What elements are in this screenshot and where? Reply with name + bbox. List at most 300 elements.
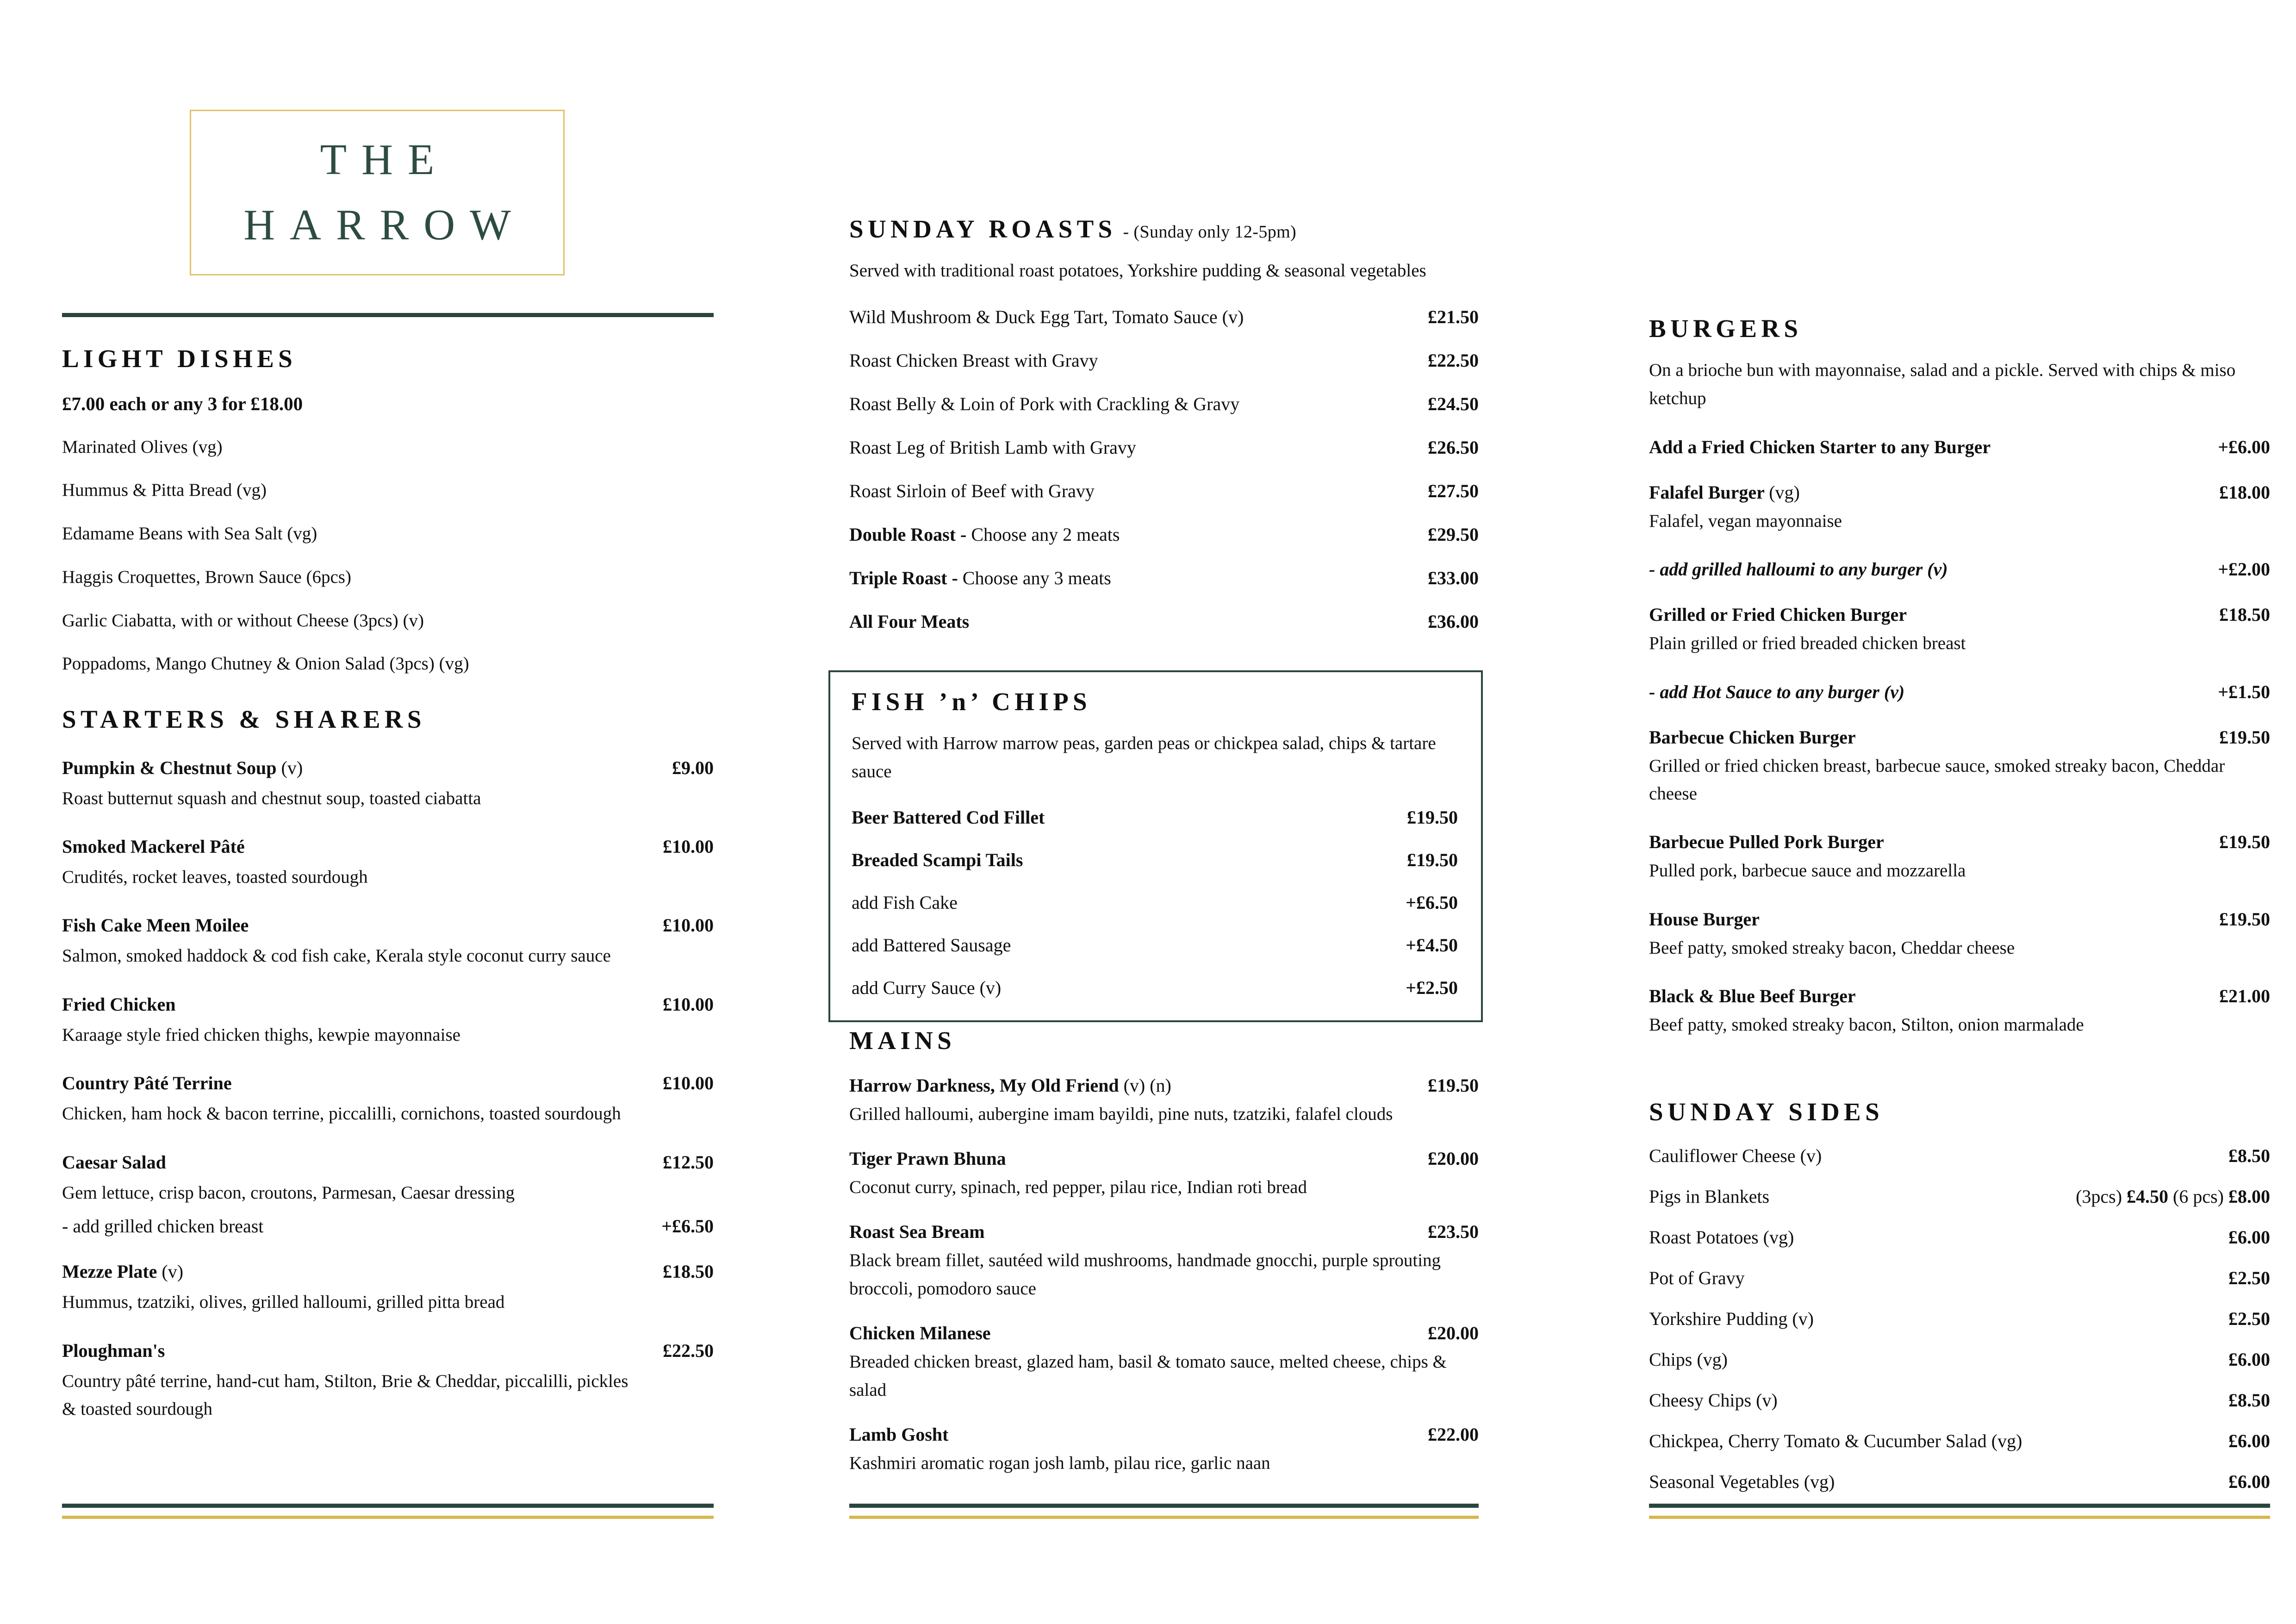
item-name xyxy=(62,653,469,675)
fish-n-chips-note: Served with Harrow marrow peas, garden peas or chickpea salad, chips & tartare sauce xyxy=(852,733,1436,782)
footer-divider-gold-middle xyxy=(849,1516,1479,1519)
item-name xyxy=(1649,831,1884,853)
text-fragment: £10.00 xyxy=(663,993,714,1015)
text-fragment: Caesar Salad xyxy=(62,1151,166,1173)
text-fragment: Roast Chicken Breast with Gravy xyxy=(849,350,1098,371)
item-price xyxy=(2076,1186,2270,1208)
item-price xyxy=(663,1151,714,1174)
footer-divider-gold-right xyxy=(1649,1516,2270,1519)
menu-item-row xyxy=(849,1221,1479,1243)
menu-item-row xyxy=(1649,726,2270,749)
text-fragment: Choose any 2 meats xyxy=(971,524,1120,545)
item-description: Kashmiri aromatic rogan josh lamb, pilau rice, garlic naan xyxy=(849,1453,1270,1474)
text-fragment: add Fish Cake xyxy=(852,892,958,913)
menu-item-row xyxy=(62,1340,714,1362)
item-description: Grilled or fried chicken breast, barbecue sauce, smoked streaky bacon, Cheddar cheese xyxy=(1649,756,2225,804)
text-fragment: Triple Roast - xyxy=(849,568,963,589)
starters-list xyxy=(62,757,714,1424)
section-light-dishes xyxy=(62,345,714,675)
item-name xyxy=(849,437,1136,459)
text-fragment: +£4.50 xyxy=(1406,934,1458,956)
menu-item-row xyxy=(62,914,714,937)
text-fragment: +£6.50 xyxy=(661,1216,714,1237)
sunday-roasts-hours: - (Sunday only 12-5pm) xyxy=(1123,222,1297,242)
item-price xyxy=(1407,806,1458,829)
item-description: Salmon, smoked haddock & cod fish cake, Kerala style coconut curry sauce xyxy=(62,946,611,966)
item-name xyxy=(1649,604,1907,626)
menu-item-row xyxy=(1649,985,2270,1007)
text-fragment: Choose any 3 meats xyxy=(962,568,1111,589)
item-name xyxy=(62,1261,183,1283)
item-price xyxy=(1406,892,1458,914)
text-fragment: Poppadoms, Mango Chutney & Onion Salad (3pcs) (vg) xyxy=(62,654,469,674)
item-price xyxy=(1407,849,1458,871)
text-fragment: Haggis Croquettes, Brown Sauce (6pcs) xyxy=(62,567,351,587)
text-fragment: Barbecue Chicken Burger xyxy=(1649,726,1856,748)
section-starters-sharers xyxy=(62,706,714,1423)
item-price xyxy=(1428,1148,1479,1170)
section-title-fish-n-chips: FISH ’n’ CHIPS xyxy=(852,687,1091,716)
text-fragment: £29.50 xyxy=(1428,524,1479,545)
text-fragment: £19.50 xyxy=(1407,806,1458,828)
section-title-sunday-roasts xyxy=(849,215,1479,244)
text-fragment: £20.00 xyxy=(1428,1323,1479,1344)
item-price xyxy=(2228,1226,2270,1249)
text-fragment: £21.00 xyxy=(2219,986,2270,1007)
footer-divider-green-right xyxy=(1649,1504,2270,1508)
text-fragment: House Burger xyxy=(1649,908,1760,930)
item-name xyxy=(849,524,1120,546)
text-fragment: Wild Mushroom & Duck Egg Tart, Tomato Sauce (v) xyxy=(849,306,1244,328)
menu-item-row xyxy=(849,1074,1479,1097)
text-fragment: £6.00 xyxy=(2228,1471,2270,1492)
section-title-sunday-sides: SUNDAY SIDES xyxy=(1649,1098,1884,1126)
text-fragment: Beer Battered Cod Fillet xyxy=(852,806,1045,828)
item-name xyxy=(849,1322,991,1344)
item-name xyxy=(1649,481,1800,504)
section-title-light-dishes: LIGHT DISHES xyxy=(62,344,297,373)
text-fragment: Harrow Darkness, My Old Friend xyxy=(849,1074,1124,1096)
item-price xyxy=(1428,567,1479,589)
item-name xyxy=(1649,1389,1778,1412)
text-fragment: - add grilled chicken breast xyxy=(62,1216,264,1237)
item-price xyxy=(663,836,714,858)
item-price xyxy=(2219,985,2270,1007)
text-fragment: £4.50 xyxy=(2127,1186,2169,1207)
item-price xyxy=(663,1340,714,1362)
section-fish-n-chips xyxy=(828,670,1483,1022)
menu-item-row xyxy=(852,977,1458,999)
menu-item-row xyxy=(1649,604,2270,626)
item-price xyxy=(2219,831,2270,853)
item-name xyxy=(1649,985,1856,1007)
text-fragment: £6.00 xyxy=(2228,1430,2270,1451)
item-name xyxy=(62,1215,263,1237)
item-name xyxy=(62,1340,165,1362)
item-price xyxy=(672,757,714,779)
menu-item-row xyxy=(62,993,714,1016)
text-fragment: Roast Sea Bream xyxy=(849,1221,985,1243)
menu-item-row xyxy=(62,757,714,779)
text-fragment: (vg) xyxy=(1769,481,1800,503)
mains-list xyxy=(849,1074,1479,1478)
text-fragment: £22.00 xyxy=(1428,1424,1479,1445)
text-fragment: £19.50 xyxy=(1407,849,1458,870)
item-price xyxy=(1428,1074,1479,1097)
text-fragment: £19.50 xyxy=(2219,726,2270,748)
item-price xyxy=(2218,558,2270,581)
item-price xyxy=(2228,1389,2270,1412)
item-price xyxy=(2228,1430,2270,1452)
text-fragment: - add Hot Sauce to any burger (v) xyxy=(1649,681,1905,702)
menu-item-row xyxy=(849,1424,1479,1446)
item-name xyxy=(852,977,1001,999)
item-name xyxy=(62,437,223,458)
menu-item-row xyxy=(849,437,1479,459)
item-name xyxy=(1649,908,1760,931)
item-price xyxy=(1428,611,1479,633)
text-fragment: £18.50 xyxy=(663,1261,714,1282)
text-fragment: £2.50 xyxy=(2228,1308,2270,1329)
menu-item-row xyxy=(849,524,1479,546)
item-name xyxy=(1649,436,1991,458)
item-price xyxy=(1428,437,1479,459)
text-fragment: £6.00 xyxy=(2228,1226,2270,1248)
menu-item-row xyxy=(62,1151,714,1174)
text-fragment: Pot of Gravy xyxy=(1649,1267,1745,1288)
item-name xyxy=(1649,558,1948,581)
item-name xyxy=(62,1151,166,1174)
item-name xyxy=(849,1148,1006,1170)
text-fragment: Fried Chicken xyxy=(62,993,176,1015)
item-description: Chicken, ham hock & bacon terrine, piccalilli, cornichons, toasted sourdough xyxy=(62,1104,621,1124)
item-description: Beef patty, smoked streaky bacon, Cheddar cheese xyxy=(1649,937,2015,958)
item-name xyxy=(852,892,958,914)
text-fragment: £21.50 xyxy=(1428,306,1479,328)
item-price xyxy=(1406,934,1458,956)
item-price xyxy=(2228,1267,2270,1289)
menu-item-row xyxy=(1649,1389,2270,1412)
menu-item-row xyxy=(62,836,714,858)
section-sunday-sides xyxy=(1649,1098,2270,1493)
item-name xyxy=(849,480,1095,502)
item-description: Country pâté terrine, hand-cut ham, Stilton, Brie & Cheddar, piccalilli, pickles & toasted sourdough xyxy=(62,1371,628,1419)
text-fragment: +£6.50 xyxy=(1406,892,1458,913)
light-dishes-list xyxy=(62,437,714,675)
text-fragment: £10.00 xyxy=(663,836,714,857)
restaurant-logo xyxy=(190,110,565,275)
menu-item-row xyxy=(62,610,714,632)
text-fragment: Cheesy Chips (v) xyxy=(1649,1389,1778,1411)
section-title-mains: MAINS xyxy=(849,1026,956,1055)
text-fragment: Marinated Olives (vg) xyxy=(62,437,223,457)
menu-item-row xyxy=(62,567,714,588)
item-name xyxy=(852,849,1023,871)
menu-item-row xyxy=(852,849,1458,871)
text-fragment: Chips (vg) xyxy=(1649,1349,1728,1370)
text-fragment: Garlic Ciabatta, with or without Cheese (3pcs) (v) xyxy=(62,610,424,631)
text-fragment: £20.00 xyxy=(1428,1148,1479,1169)
item-price xyxy=(1428,350,1479,372)
item-price xyxy=(663,1072,714,1094)
item-price xyxy=(2228,1349,2270,1371)
text-fragment: +£2.00 xyxy=(2218,559,2270,580)
text-fragment: £18.00 xyxy=(2219,481,2270,503)
text-fragment: £24.50 xyxy=(1428,394,1479,415)
text-fragment: £2.50 xyxy=(2228,1267,2270,1288)
item-description: Crudités, rocket leaves, toasted sourdough xyxy=(62,867,368,887)
item-price xyxy=(2219,481,2270,504)
item-name xyxy=(849,611,969,633)
menu-item-row xyxy=(852,934,1458,956)
item-name xyxy=(849,306,1244,328)
menu-item-row xyxy=(1649,831,2270,853)
text-fragment: Barbecue Pulled Pork Burger xyxy=(1649,831,1884,853)
menu-item-row xyxy=(1649,681,2270,703)
text-fragment: Breaded Scampi Tails xyxy=(852,849,1023,870)
footer-divider-green-left xyxy=(62,1504,714,1508)
text-fragment: (v) (n) xyxy=(1123,1074,1171,1096)
item-name xyxy=(849,350,1098,372)
burgers-list xyxy=(1649,436,2270,1039)
menu-item-row xyxy=(849,1322,1479,1344)
item-name xyxy=(1649,1226,1794,1249)
menu-item-row xyxy=(852,892,1458,914)
menu-item-row xyxy=(1649,1349,2270,1371)
text-fragment: £6.00 xyxy=(2228,1349,2270,1370)
item-description: Beef patty, smoked streaky bacon, Stilton, onion marmalade xyxy=(1649,1015,2084,1035)
section-mains xyxy=(849,1027,1479,1478)
sunday-roasts-title-text: SUNDAY ROASTS xyxy=(849,215,1117,243)
text-fragment: Ploughman's xyxy=(62,1340,165,1361)
item-name xyxy=(1649,1186,1769,1208)
logo-text-line2: HARROW xyxy=(243,201,526,249)
item-description: Hummus, tzatziki, olives, grilled halloumi, grilled pitta bread xyxy=(62,1292,505,1312)
menu-item-row xyxy=(62,1261,714,1283)
section-burgers xyxy=(1649,315,2270,1039)
text-fragment: Pumpkin & Chestnut Soup xyxy=(62,757,281,778)
text-fragment: £26.50 xyxy=(1428,437,1479,458)
item-name xyxy=(1649,1267,1745,1289)
menu-item-row xyxy=(1649,1226,2270,1249)
section-title-starters: STARTERS & SHARERS xyxy=(62,705,426,733)
section-title-burgers: BURGERS xyxy=(1649,314,1803,343)
text-fragment: £23.50 xyxy=(1428,1221,1479,1243)
menu-item-row xyxy=(62,1215,714,1237)
text-fragment: - add grilled halloumi to any burger (v) xyxy=(1649,559,1948,580)
text-fragment: Yorkshire Pudding (v) xyxy=(1649,1308,1814,1329)
text-fragment: Country Pâté Terrine xyxy=(62,1073,232,1094)
menu-item-row xyxy=(849,1148,1479,1170)
item-price xyxy=(1428,1322,1479,1344)
item-name xyxy=(62,567,351,588)
item-name xyxy=(1649,1349,1728,1371)
text-fragment: £22.50 xyxy=(1428,350,1479,371)
menu-item-row xyxy=(1649,1186,2270,1208)
text-fragment: Falafel Burger xyxy=(1649,481,1769,503)
text-fragment: Grilled or Fried Chicken Burger xyxy=(1649,604,1907,625)
item-price xyxy=(1428,306,1479,328)
text-fragment: £10.00 xyxy=(663,1073,714,1094)
text-fragment: Mezze Plate xyxy=(62,1261,162,1282)
item-name xyxy=(62,993,176,1016)
item-name xyxy=(1649,1471,1835,1493)
menu-item-row xyxy=(849,480,1479,502)
text-fragment: £22.50 xyxy=(663,1340,714,1361)
item-price xyxy=(663,1261,714,1283)
item-name xyxy=(62,610,424,632)
text-fragment: Roast Sirloin of Beef with Gravy xyxy=(849,481,1095,502)
item-price xyxy=(2218,681,2270,703)
text-fragment: Black & Blue Beef Burger xyxy=(1649,986,1856,1007)
text-fragment: +£1.50 xyxy=(2218,681,2270,702)
item-description: Plain grilled or fried breaded chicken breast xyxy=(1649,633,1966,654)
item-name xyxy=(852,934,1011,956)
item-price xyxy=(2219,726,2270,749)
burgers-note: On a brioche bun with mayonnaise, salad and a pickle. Served with chips & miso ketchup xyxy=(1649,360,2236,409)
item-description: Roast butternut squash and chestnut soup, toasted ciabatta xyxy=(62,788,481,808)
sunday-roasts-note: Served with traditional roast potatoes, Yorkshire pudding & seasonal vegetables xyxy=(849,260,1426,281)
text-fragment: £18.50 xyxy=(2219,604,2270,625)
item-price xyxy=(663,914,714,937)
menu-item-row xyxy=(852,806,1458,829)
item-price xyxy=(1428,1221,1479,1243)
logo-text-line1: THE xyxy=(320,136,449,184)
text-fragment: Fish Cake Meen Moilee xyxy=(62,915,249,936)
menu-item-row xyxy=(1649,481,2270,504)
item-name xyxy=(849,1074,1171,1097)
text-fragment: £8.50 xyxy=(2228,1389,2270,1411)
item-price xyxy=(2228,1471,2270,1493)
light-dishes-pricing-note: £7.00 each or any 3 for £18.00 xyxy=(62,393,303,414)
text-fragment: £19.50 xyxy=(2219,831,2270,853)
item-description: Black bream fillet, sautéed wild mushrooms, handmade gnocchi, purple sprouting broccoli, pomodoro sauce xyxy=(849,1250,1441,1299)
item-price xyxy=(1406,977,1458,999)
text-fragment: Lamb Gosht xyxy=(849,1424,949,1445)
sunday-sides-list xyxy=(1649,1145,2270,1493)
item-price xyxy=(2219,908,2270,931)
text-fragment: (v) xyxy=(162,1261,184,1282)
item-price xyxy=(1428,480,1479,502)
item-price xyxy=(1428,393,1479,415)
text-fragment: +£6.00 xyxy=(2218,436,2270,457)
item-name xyxy=(62,1072,232,1094)
item-name xyxy=(62,836,245,858)
item-price xyxy=(2219,604,2270,626)
item-name xyxy=(1649,681,1904,703)
text-fragment: Roast Belly & Loin of Pork with Crackling & Gravy xyxy=(849,394,1240,415)
item-name xyxy=(1649,1145,1822,1167)
text-fragment: Chickpea, Cherry Tomato & Cucumber Salad (vg) xyxy=(1649,1430,2022,1451)
item-name xyxy=(849,393,1239,415)
item-description: Grilled halloumi, aubergine imam bayildi, pine nuts, tzatziki, falafel clouds xyxy=(849,1104,1393,1124)
menu-item-row xyxy=(849,306,1479,328)
item-name xyxy=(849,1424,949,1446)
menu-item-row xyxy=(1649,1471,2270,1493)
text-fragment: All Four Meats xyxy=(849,611,970,632)
text-fragment: Seasonal Vegetables (vg) xyxy=(1649,1471,1835,1492)
menu-item-row xyxy=(62,1072,714,1094)
menu-item-row xyxy=(1649,1145,2270,1167)
item-price xyxy=(2228,1145,2270,1167)
text-fragment: £12.50 xyxy=(663,1151,714,1173)
item-name xyxy=(1649,726,1856,749)
menu-item-row xyxy=(62,523,714,545)
menu-item-row xyxy=(849,350,1479,372)
item-price xyxy=(661,1215,714,1237)
fish-n-chips-list xyxy=(852,806,1458,999)
item-description: Breaded chicken breast, glazed ham, basil & tomato sauce, melted cheese, chips & salad xyxy=(849,1352,1447,1400)
text-fragment: Roast Leg of British Lamb with Gravy xyxy=(849,437,1136,458)
item-price xyxy=(2218,436,2270,458)
item-description: Pulled pork, barbecue sauce and mozzarella xyxy=(1649,861,1966,881)
footer-divider-gold-left xyxy=(62,1516,714,1519)
text-fragment: £9.00 xyxy=(672,757,714,778)
menu-item-row xyxy=(1649,558,2270,581)
item-name xyxy=(62,523,317,545)
item-name xyxy=(852,806,1045,829)
menu-item-row xyxy=(1649,908,2270,931)
menu-item-row xyxy=(62,437,714,458)
text-fragment: Double Roast - xyxy=(849,524,971,545)
text-fragment: Add a Fried Chicken Starter to any Burger xyxy=(1649,436,1991,457)
item-description: Falafel, vegan mayonnaise xyxy=(1649,511,1842,531)
item-name xyxy=(1649,1308,1814,1330)
menu-item-row xyxy=(849,567,1479,589)
item-price xyxy=(2228,1308,2270,1330)
text-fragment: £36.00 xyxy=(1428,611,1479,632)
item-name xyxy=(849,567,1111,589)
text-fragment: add Battered Sausage xyxy=(852,934,1011,956)
item-price xyxy=(1428,1424,1479,1446)
text-fragment: £33.00 xyxy=(1428,568,1479,589)
text-fragment: £8.50 xyxy=(2228,1145,2270,1166)
item-name xyxy=(62,914,249,937)
menu-item-row xyxy=(62,480,714,501)
menu-item-row xyxy=(849,393,1479,415)
item-description: Gem lettuce, crisp bacon, croutons, Parmesan, Caesar dressing xyxy=(62,1182,515,1203)
item-name xyxy=(849,1221,985,1243)
menu-item-row xyxy=(1649,436,2270,458)
item-name xyxy=(62,757,303,779)
menu-item-row xyxy=(1649,1267,2270,1289)
text-fragment: Edamame Beans with Sea Salt (vg) xyxy=(62,524,317,544)
divider-under-logo xyxy=(62,313,714,317)
text-fragment: (v) xyxy=(281,757,303,778)
text-fragment: (3pcs) xyxy=(2076,1186,2127,1207)
text-fragment: (6 pcs) xyxy=(2168,1186,2228,1207)
item-description: Coconut curry, spinach, red pepper, pilau rice, Indian roti bread xyxy=(849,1177,1307,1197)
text-fragment: Roast Potatoes (vg) xyxy=(1649,1226,1794,1248)
text-fragment: £27.50 xyxy=(1428,481,1479,502)
menu-item-row xyxy=(1649,1430,2270,1452)
item-price xyxy=(663,993,714,1016)
text-fragment: Hummus & Pitta Bread (vg) xyxy=(62,480,267,500)
text-fragment: Chicken Milanese xyxy=(849,1323,991,1344)
text-fragment: £10.00 xyxy=(663,915,714,936)
text-fragment: Smoked Mackerel Pâté xyxy=(62,836,245,857)
item-name xyxy=(62,480,267,501)
sunday-roasts-list xyxy=(849,306,1479,633)
menu-item-row xyxy=(849,611,1479,633)
menu-item-row xyxy=(62,653,714,675)
text-fragment: add Curry Sauce (v) xyxy=(852,977,1002,998)
footer-divider-green-middle xyxy=(849,1504,1479,1508)
text-fragment: £19.50 xyxy=(1428,1074,1479,1096)
text-fragment: £19.50 xyxy=(2219,908,2270,930)
item-price xyxy=(1428,524,1479,546)
text-fragment: Pigs in Blankets xyxy=(1649,1186,1770,1207)
